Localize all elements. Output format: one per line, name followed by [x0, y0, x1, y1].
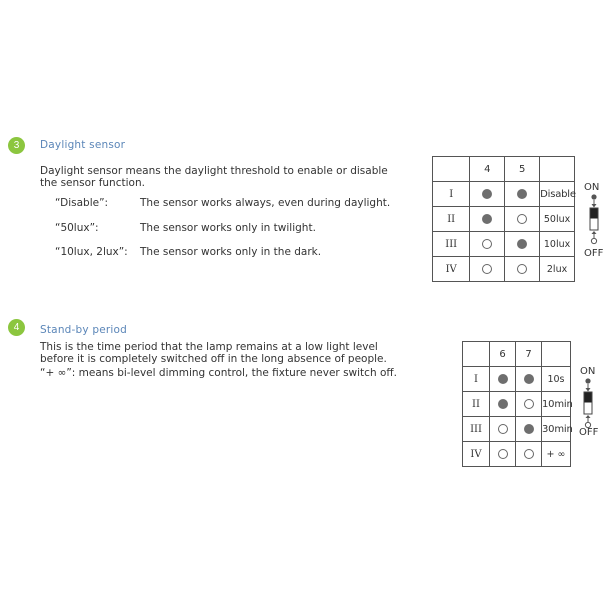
- dip-state-dot: [498, 449, 508, 459]
- daylight-description: [40, 165, 388, 189]
- row-value: + ∞: [542, 442, 571, 467]
- standby-description-line: “+ ∞”: means bi-level dimming control, the fixture never switch off.: [40, 367, 397, 379]
- dip-state-dot: [482, 264, 492, 274]
- table-row: [463, 442, 571, 467]
- row-value: 2lux: [540, 257, 575, 282]
- section-number-badge: 4: [8, 319, 25, 336]
- option-key: “50lux”:: [55, 222, 99, 234]
- table-cell: [540, 157, 575, 182]
- switch-number-header: 5: [505, 157, 540, 182]
- switch-on-label: ON: [580, 366, 596, 377]
- dip-switch-icon: [580, 378, 596, 432]
- standby-dip-switch-table: [462, 341, 571, 467]
- dip-state-dot: [482, 214, 492, 224]
- table-cell: [505, 207, 540, 232]
- table-cell: [505, 182, 540, 207]
- table-row: [433, 232, 575, 257]
- option-description: The sensor works only in the dark.: [140, 246, 322, 258]
- row-label: II: [463, 392, 490, 417]
- row-label: III: [463, 417, 490, 442]
- option-key: “Disable”:: [55, 197, 109, 209]
- table-row: [433, 182, 575, 207]
- row-label: III: [433, 232, 470, 257]
- dip-state-dot: [517, 239, 527, 249]
- table-cell: [490, 392, 516, 417]
- table-cell: [463, 342, 490, 367]
- standby-description: [40, 341, 397, 379]
- option-description: The sensor works always, even during daylight.: [140, 197, 391, 209]
- table-cell: [505, 257, 540, 282]
- switch-number-header: 4: [470, 157, 505, 182]
- table-cell: [505, 232, 540, 257]
- dip-state-dot: [482, 189, 492, 199]
- switch-on-label: ON: [584, 182, 600, 193]
- table-cell: [490, 442, 516, 467]
- table-row: [463, 417, 571, 442]
- dip-state-dot: [498, 399, 508, 409]
- standby-description-line: This is the time period that the lamp remains at a low light level: [40, 341, 378, 353]
- row-label: II: [433, 207, 470, 232]
- row-value: 10lux: [540, 232, 575, 257]
- table-cell: [516, 442, 542, 467]
- row-value: Disable: [540, 182, 575, 207]
- option-description: The sensor works only in twilight.: [140, 222, 316, 234]
- table-cell: [470, 232, 505, 257]
- table-header-row: [433, 157, 575, 182]
- dip-state-dot: [517, 214, 527, 224]
- daylight-description-line: Daylight sensor means the daylight threshold to enable or disable: [40, 165, 388, 177]
- row-label: IV: [463, 442, 490, 467]
- table-cell: [433, 157, 470, 182]
- dip-state-dot: [517, 264, 527, 274]
- switch-off-label: OFF: [579, 427, 599, 438]
- row-label: I: [433, 182, 470, 207]
- row-value: 30min: [542, 417, 571, 442]
- section-title-daylight-sensor: Daylight sensor: [40, 139, 126, 151]
- table-row: [463, 392, 571, 417]
- switch-number-header: 7: [516, 342, 542, 367]
- row-label: I: [463, 367, 490, 392]
- table-row: [463, 367, 571, 392]
- table-cell: [470, 257, 505, 282]
- daylight-description-line: the sensor function.: [40, 177, 145, 189]
- table-cell: [490, 367, 516, 392]
- table-cell: [516, 417, 542, 442]
- row-value: 50lux: [540, 207, 575, 232]
- dip-state-dot: [524, 449, 534, 459]
- section-title-standby-period: Stand-by period: [40, 324, 127, 336]
- table-cell: [490, 417, 516, 442]
- dip-state-dot: [524, 374, 534, 384]
- table-cell: [470, 207, 505, 232]
- table-cell: [542, 342, 571, 367]
- row-value: 10s: [542, 367, 571, 392]
- standby-description-line: before it is completely switched off in the long absence of people.: [40, 353, 387, 365]
- table-cell: [516, 392, 542, 417]
- table-row: [433, 257, 575, 282]
- table-header-row: [463, 342, 571, 367]
- switch-number-header: 6: [490, 342, 516, 367]
- option-key: “10lux, 2lux”:: [55, 246, 128, 258]
- row-value: 10min: [542, 392, 571, 417]
- switch-off-label: OFF: [584, 248, 603, 259]
- dip-state-dot: [498, 424, 508, 434]
- dip-state-dot: [524, 424, 534, 434]
- row-label: IV: [433, 257, 470, 282]
- dip-state-dot: [498, 374, 508, 384]
- dip-state-dot: [517, 189, 527, 199]
- dip-switch-icon: [586, 194, 602, 248]
- dip-state-dot: [524, 399, 534, 409]
- table-cell: [470, 182, 505, 207]
- table-row: [433, 207, 575, 232]
- table-cell: [516, 367, 542, 392]
- dip-state-dot: [482, 239, 492, 249]
- daylight-dip-switch-table: [432, 156, 575, 282]
- section-number-badge: 3: [8, 137, 25, 154]
